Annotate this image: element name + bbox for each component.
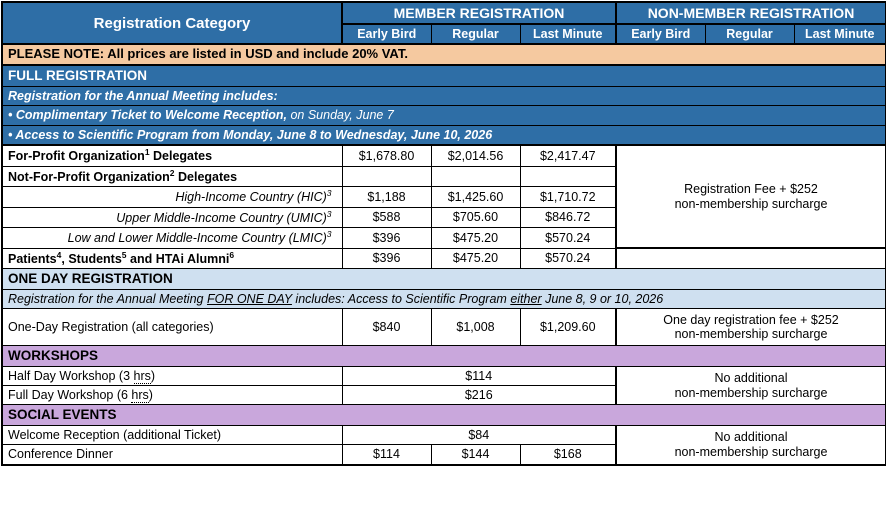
one-day-nonmember-note [616, 309, 886, 346]
patients-nonmember-blank [616, 248, 886, 269]
row-label-welcome-reception: Welcome Reception (additional Ticket) [2, 425, 342, 444]
welcome-reception-price: $84 [342, 425, 616, 444]
header-nonmember-regular: Regular [705, 24, 794, 44]
full-registration-nonmember-note [616, 145, 886, 248]
lmic-last-minute: $570.24 [520, 228, 616, 249]
header-nonmember-early-bird: Early Bird [616, 24, 705, 44]
row-label-lmic [2, 228, 342, 249]
one-day-desc-d: either [510, 291, 542, 306]
row-label-patients-students-alumni [2, 248, 342, 269]
row-label-half-day-workshop [2, 366, 342, 385]
header-member-last-minute: Last Minute [520, 24, 616, 44]
row-label-full-day-workshop [2, 386, 342, 405]
full-registration-bullet-2 [2, 125, 886, 145]
umic-last-minute: $846.72 [520, 207, 616, 228]
row-label-hic [2, 187, 342, 208]
for-profit-label-tail: Delegates [149, 149, 213, 164]
not-for-profit-label-tail: Delegates [174, 169, 238, 184]
hic-label-main: High-Income Country (HIC) [175, 190, 327, 205]
header-member-regular: Regular [431, 24, 520, 44]
row-label-one-day: One-Day Registration (all categories) [2, 309, 342, 346]
for-profit-label-main: For-Profit Organization [8, 149, 145, 164]
not-for-profit-early-bird [342, 166, 431, 187]
patients-footnote-b: 5 [121, 249, 127, 260]
umic-footnote: 3 [326, 208, 332, 219]
section-title-social-events: SOCIAL EVENTS [2, 405, 886, 426]
not-for-profit-footnote: 2 [169, 167, 175, 178]
patients-label-b: , Students [61, 251, 122, 266]
row-label-for-profit [2, 145, 342, 166]
one-day-desc-b: FOR ONE DAY [206, 291, 292, 306]
one-day-nonmember-line-1: One day registration fee + $252 [663, 312, 839, 327]
bullet-1-bold: • Complimentary Ticket to Welcome Reception, [8, 108, 287, 123]
nonmember-note-line-1: Registration Fee + $252 [684, 182, 818, 197]
for-profit-regular: $2,014.56 [431, 145, 520, 166]
lmic-footnote: 3 [326, 229, 332, 240]
please-note-row [2, 44, 886, 65]
hic-early-bird: $1,188 [342, 187, 431, 208]
header-registration-category: Registration Category [2, 2, 342, 44]
header-member-registration: MEMBER REGISTRATION [342, 2, 616, 24]
umic-early-bird: $588 [342, 207, 431, 228]
hic-footnote: 3 [326, 188, 332, 199]
section-workshops [2, 346, 886, 367]
not-for-profit-last-minute [520, 166, 616, 187]
table-row [2, 366, 886, 385]
table-row [2, 145, 886, 166]
social-nonmember-note [616, 425, 886, 464]
header-nonmember-last-minute: Last Minute [794, 24, 886, 44]
section-title-workshops: WORKSHOPS [2, 346, 886, 367]
conference-dinner-early-bird: $114 [342, 445, 431, 465]
one-day-desc-a: Registration for the Annual Meeting [8, 291, 207, 306]
nonmember-note-line-2: non-membership surcharge [674, 196, 828, 211]
one-day-description-row [2, 289, 886, 308]
one-day-description [2, 289, 886, 308]
for-profit-last-minute: $2,417.47 [520, 145, 616, 166]
section-title-one-day: ONE DAY REGISTRATION [2, 269, 886, 290]
half-day-label-a: Half Day Workshop (3 [8, 368, 134, 383]
patients-footnote-a: 4 [56, 249, 62, 260]
full-day-workshop-price: $216 [342, 386, 616, 405]
for-profit-footnote: 1 [144, 147, 150, 158]
full-day-label-hrs: hrs [131, 388, 149, 403]
section-social-events [2, 405, 886, 426]
full-day-label-b: ) [148, 388, 153, 403]
patients-footnote-c: 6 [229, 249, 235, 260]
conference-dinner-regular: $144 [431, 445, 520, 465]
full-day-label-a: Full Day Workshop (6 [8, 388, 132, 403]
full-registration-intro-row [2, 86, 886, 105]
hic-regular: $1,425.60 [431, 187, 520, 208]
one-day-regular: $1,008 [431, 309, 520, 346]
one-day-nonmember-line-2: non-membership surcharge [674, 327, 828, 342]
header-member-early-bird: Early Bird [342, 24, 431, 44]
one-day-early-bird: $840 [342, 309, 431, 346]
table-row [2, 425, 886, 444]
section-one-day-registration [2, 269, 886, 290]
full-registration-bullet-1 [2, 106, 886, 125]
one-day-desc-c: includes: Access to Scientific Program [291, 291, 511, 306]
bullet-1-rest: on Sunday, June 7 [286, 108, 394, 123]
bullet-2-bold: • Access to Scientific Program from Monday, June 8 to Wednesday, June 10, 2026 [8, 127, 493, 142]
patients-last-minute: $570.24 [520, 248, 616, 269]
full-registration-bullet-1-row [2, 106, 886, 125]
social-nonmember-line-2: non-membership surcharge [674, 444, 828, 459]
patients-regular: $475.20 [431, 248, 520, 269]
hic-last-minute: $1,710.72 [520, 187, 616, 208]
patients-label-a: Patients [8, 251, 57, 266]
for-profit-early-bird: $1,678.80 [342, 145, 431, 166]
one-day-last-minute: $1,209.60 [520, 309, 616, 346]
please-note-text: PLEASE NOTE: All prices are listed in USD and include 20% VAT. [2, 44, 886, 65]
half-day-workshop-price: $114 [342, 366, 616, 385]
row-label-conference-dinner: Conference Dinner [2, 445, 342, 465]
workshops-nonmember-note [616, 366, 886, 405]
header-non-member-registration: NON-MEMBER REGISTRATION [616, 2, 886, 24]
umic-regular: $705.60 [431, 207, 520, 228]
patients-label-c: and HTAi Alumni [126, 251, 230, 266]
registration-fee-table [0, 1, 886, 532]
row-label-umic [2, 207, 342, 228]
workshops-nonmember-line-2: non-membership surcharge [674, 385, 828, 400]
lmic-regular: $475.20 [431, 228, 520, 249]
fees-table [1, 1, 886, 466]
not-for-profit-label-main: Not-For-Profit Organization [8, 169, 170, 184]
lmic-label-main: Low and Lower Middle-Income Country (LMIC) [67, 231, 327, 246]
section-title-full-registration: FULL REGISTRATION [2, 65, 886, 86]
half-day-label-b: ) [150, 368, 156, 383]
one-day-desc-e: June 8, 9 or 10, 2026 [541, 291, 664, 306]
not-for-profit-regular [431, 166, 520, 187]
table-header-row-1 [2, 2, 886, 24]
social-nonmember-line-1: No additional [714, 430, 788, 445]
table-row [2, 248, 886, 269]
half-day-label-hrs: hrs [133, 368, 151, 383]
table-row [2, 309, 886, 346]
full-registration-bullet-2-row [2, 125, 886, 145]
section-full-registration [2, 65, 886, 86]
lmic-early-bird: $396 [342, 228, 431, 249]
umic-label-main: Upper Middle-Income Country (UMIC) [116, 210, 327, 225]
patients-early-bird: $396 [342, 248, 431, 269]
conference-dinner-last-minute: $168 [520, 445, 616, 465]
full-registration-intro: Registration for the Annual Meeting includes: [2, 86, 886, 105]
workshops-nonmember-line-1: No additional [714, 371, 788, 386]
row-label-not-for-profit [2, 166, 342, 187]
